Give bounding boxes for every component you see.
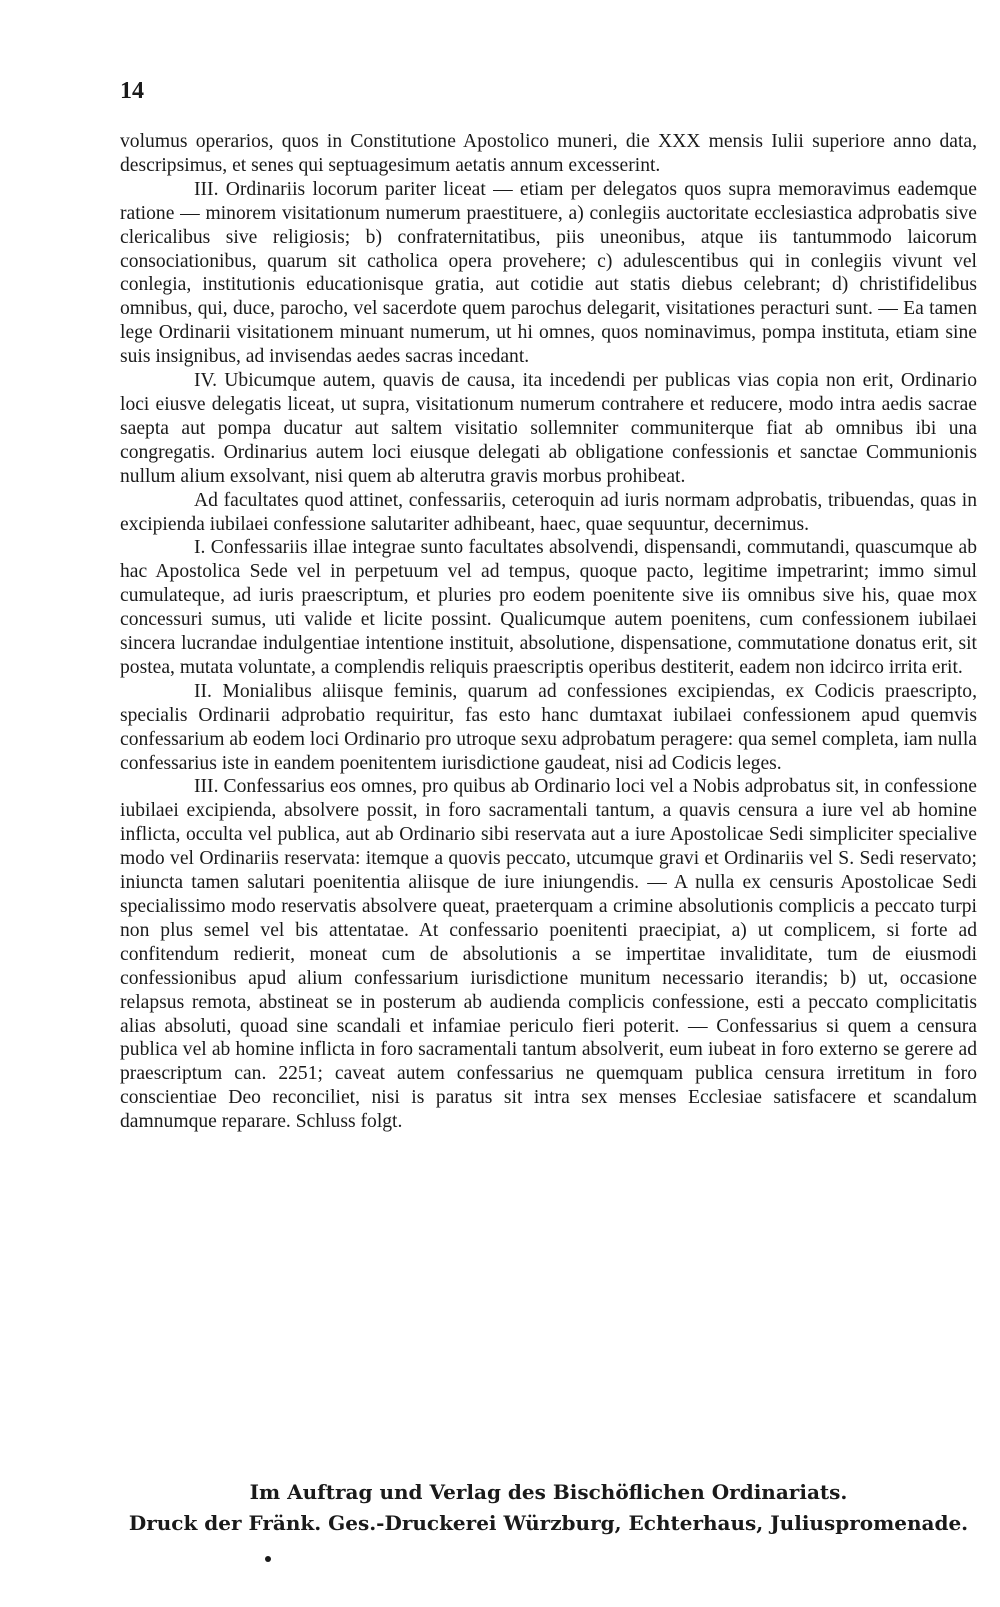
print-speck xyxy=(265,1556,271,1562)
paragraph-5: I. Confessariis illae integrae sunto facultates absolvendi, dispensandi, commutandi, quascumque ab hac Apostolica Sede vel in perpetuum vel ad tempus, quoque pacto, legitime impetrarint; immo simul cumulateque, ad iuris praescriptum, et pluries pro eodem poenitente sive iis omnibus sive his, quae mox concessuri sumus, uti valide et licite possint. Qualicumque autem poenitens, cum confessionem iubilaei sincera lucrandae indulgentiae intentione instituit, absolutione, dispensatione, commutatione donatus erit, sit postea, mutata voluntate, a complendis reliquis praescriptis operibus destiterit, eadem non idcirco irrita erit. xyxy=(120,537,977,678)
document-body xyxy=(120,130,977,1134)
paragraph-7: III. Confessarius eos omnes, pro quibus ab Ordinario loci vel a Nobis adprobatus sit, in confessione iubilaei excipienda, absolvere possit, in foro sacramentali tantum, a quavis censura a iure vel ab homine inflicta, occulta vel publica, aut ab Ordinario sibi reservata aut a iure Apostolicae Sedi simpliciter specialive modo vel Ordinariis reservata: itemque a quovis peccato, utcumque gravi et Ordinariis vel S. Sedi reservato; iniuncta tamen salutari poenitentia aliisque de iure iniungendis. — A nulla ex censuris Apostolicae Sedi specialissimo modo reservatis absolvere queat, praeterquam a crimine absolutionis complicis a peccato turpi non plus semel vel bis attentatae. At confessario poenitenti praecipiat, a) ut complicem, si forte ad confitendum redierit, moneat cum de absolutionis a se impertitae invaliditate, tum de eiusmodi confessionibus apud alium confessarium iurisdictione munitum necessario iterandis; b) ut, occasione relapsus remota, abstineat se in posterum ab audienda complicis confessione, esti a peccato complicitatis alias absoluti, quoad sine scandali et infamiae periculo fieri poterit. — Confessarius si quem a censura publica vel ab homine inflicta in foro sacramentali tantum absolverit, eum iubeat in foro externo se gerere ad praescriptum can. 2251; caveat autem confessarius ne quemquam publica censura irretitum in foro conscientiae Deo reconciliet, nisi is paratus sit intra sex menses Ecclesiae satisfacere et scandalum damnumque reparare. Schluss folgt. xyxy=(120,776,977,1133)
paragraph-2: III. Ordinariis locorum pariter liceat — etiam per delegatos quos supra memoravimus eademque ratione — minorem visitationum numerum praestituere, a) conlegiis auctoritate ecclesiastica adprobatis sive clericalibus sive religiosis; b) confraternitatibus, piis uneonibus, atque iis tantummodo laicorum consociationibus, quarum sit catholica opera provehere; c) adulescentibus qui in conlegiis vivunt vel conlegia, institutionis educationisque gratia, aut cotidie aut statis diebus celebrant; d) christifidelibus omnibus, qui, duce, parocho, vel sacerdote quem parochus delegarit, visitationes peracturi sunt. — Ea tamen lege Ordinarii visitationem minuant numerum, ut hi omnes, quos nominavimus, pompa instituta, etiam sine suis insignibus, ad invisendas aedes sacras incedant. xyxy=(120,178,977,368)
page-number: 14 xyxy=(120,78,144,104)
paragraph-4: Ad facultates quod attinet, confessariis, ceteroquin ad iuris normam adprobatis, tribuendas, quas in excipienda iubilaei confessione salutariter adhibeant, haec, quae sequuntur, decernimus. xyxy=(120,489,977,535)
paragraph-6: II. Monialibus aliisque feminis, quarum ad confessiones excipiendas, ex Codicis praescripto, specialis Ordinarii adprobatio requiritur, fas esto hanc dumtaxat iubilaei confessionem apud quemvis confessarium ab eodem loci Ordinario pro utroque sexu adprobatum peragere: qua semel completa, iam nulla confessarius iste in eandem poenitentem iurisdictione gaudeat, nisi ad Codicis leges. xyxy=(120,680,977,774)
imprint-line-2: Druck der Fränk. Ges.-Druckerei Würzburg, Echterhaus, Juliuspromenade. xyxy=(128,1511,969,1535)
paragraph-3: IV. Ubicumque autem, quavis de causa, ita incedendi per publicas vias copia non erit, Ordinario loci eiusve delegatis liceat, ut supra, visitationum numerum contrahere et reducere, modo intra aedis sacrae saepta aut pompa ducatur aut saltem visitatio sollemniter communiterque fiat ab omnibus ibi una congregatis. Ordinarius autem loci eiusque delegati ab obligatione confessionis et sanctae Communionis nullum alium exsolvant, nisi quem ab alterutra gravis morbus prohibeat. xyxy=(120,370,977,487)
imprint-line-1: Im Auftrag und Verlag des Bischöflichen Ordinariats. xyxy=(249,1480,848,1504)
paragraph-1: volumus operarios, quos in Constitutione Apostolico muneri, die XXX mensis Iulii superiore anno data, descripsimus, et senes qui septuagesimum aetatis annum excesserint. xyxy=(120,131,977,176)
imprint-footer xyxy=(120,1477,977,1539)
